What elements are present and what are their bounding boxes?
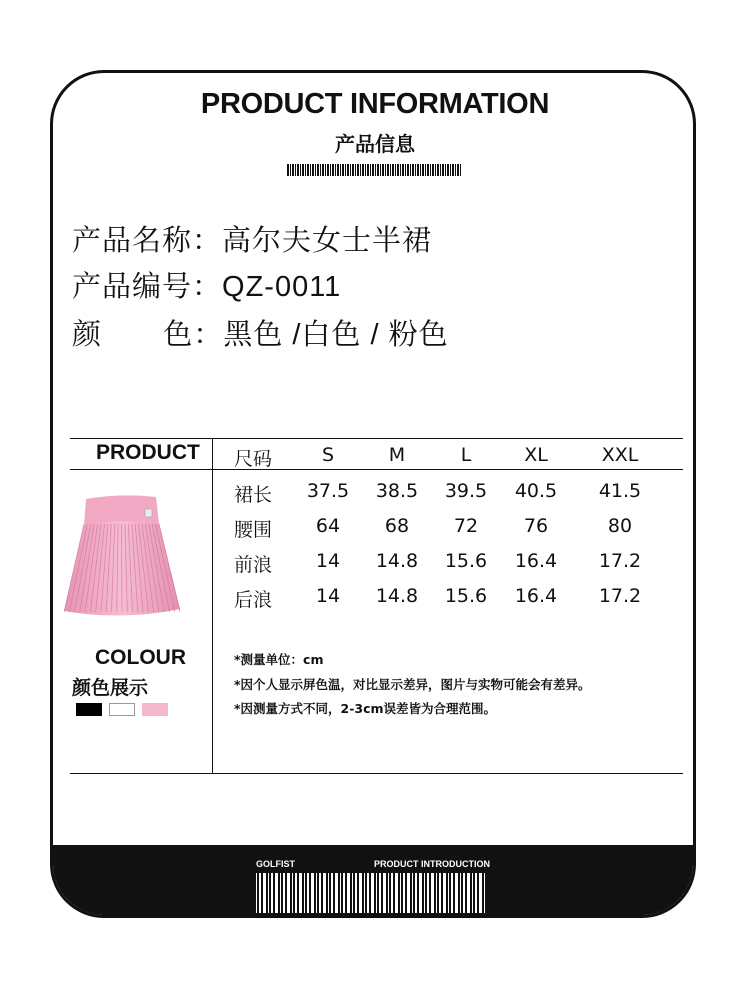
- barcode-bar: [419, 873, 422, 913]
- barcode-bar: [407, 873, 410, 913]
- colour-heading: COLOUR: [95, 646, 186, 669]
- table-cell: 16.4: [514, 550, 558, 572]
- table-bottom-rule: [70, 773, 683, 774]
- barcode-bar: [312, 164, 314, 176]
- barcode-bar: [299, 873, 302, 913]
- footer-brand: GOLFIST: [256, 859, 295, 869]
- barcode-bar: [387, 164, 389, 176]
- barcode-bar: [410, 164, 411, 176]
- table-top-rule: [70, 438, 683, 439]
- barcode-bar: [450, 164, 451, 176]
- row-label: 裙长: [234, 484, 273, 506]
- barcode-bar: [430, 164, 431, 176]
- barcode-bar: [392, 164, 394, 176]
- barcode-bar: [395, 164, 396, 176]
- size-header-cell: L: [460, 444, 472, 466]
- table-cell: 14: [315, 585, 341, 607]
- table-cell: 17.2: [598, 585, 642, 607]
- barcode-bar: [442, 164, 444, 176]
- product-color-label: 颜 色：: [72, 317, 224, 351]
- barcode-bar: [330, 164, 331, 176]
- barcode-bar: [320, 164, 321, 176]
- barcode-bar: [355, 164, 356, 176]
- note-display: *因个人显示屏色温，对比显示差异，图片与实物可能会有差异。: [234, 677, 591, 692]
- barcode-bar: [263, 873, 266, 913]
- barcode-bar: [371, 873, 374, 913]
- note-tolerance: *因测量方式不同，2-3cm误差皆为合理范围。: [234, 701, 497, 716]
- row-label: 后浪: [234, 589, 273, 611]
- footer-barcode: [256, 873, 501, 913]
- barcode-bar: [345, 164, 346, 176]
- barcode-bar: [323, 873, 326, 913]
- barcode-bar: [360, 164, 361, 176]
- barcode-bar: [355, 873, 357, 913]
- barcode-bar: [431, 873, 434, 913]
- barcode-bar: [440, 164, 441, 176]
- barcode-bar: [347, 873, 350, 913]
- barcode-bar: [380, 164, 381, 176]
- barcode-bar: [451, 873, 453, 913]
- product-code-value: QZ-0011: [222, 271, 342, 303]
- barcode-bar: [340, 873, 341, 913]
- product-code-line: [72, 264, 341, 305]
- barcode-bar: [295, 164, 296, 176]
- barcode-bar: [472, 873, 473, 913]
- barcode-bar: [283, 873, 285, 913]
- barcode-bar: [377, 164, 379, 176]
- product-color-line: [72, 312, 449, 353]
- barcode-bar: [395, 873, 398, 913]
- size-corner-label: 尺码: [234, 448, 273, 470]
- size-header-cell: XL: [524, 444, 548, 466]
- barcode-bar: [445, 164, 446, 176]
- barcode-bar: [325, 164, 326, 176]
- barcode-bar: [415, 873, 417, 913]
- barcode-bar: [342, 164, 344, 176]
- barcode-bar: [417, 164, 419, 176]
- barcode-bar: [305, 164, 306, 176]
- barcode-bar: [327, 164, 329, 176]
- barcode-bar: [357, 164, 359, 176]
- barcode-bar: [443, 873, 446, 913]
- barcode-bar: [385, 164, 386, 176]
- barcode-bar: [331, 873, 333, 913]
- barcode-bar: [275, 873, 278, 913]
- barcode-bar: [367, 164, 369, 176]
- barcode-bar: [365, 164, 366, 176]
- barcode-bar: [397, 164, 399, 176]
- barcode-bar: [402, 164, 404, 176]
- table-cell: 14.8: [375, 585, 419, 607]
- barcode-bar: [322, 164, 324, 176]
- table-cell: 64: [315, 515, 341, 537]
- skirt-product-image: [64, 493, 180, 621]
- size-header-cell: M: [388, 444, 406, 466]
- barcode-bar: [420, 164, 421, 176]
- barcode-bar: [332, 164, 334, 176]
- barcode-bar: [382, 164, 384, 176]
- barcode-bar: [292, 164, 294, 176]
- barcode-bar: [259, 873, 261, 913]
- table-cell: 72: [453, 515, 479, 537]
- table-cell: 41.5: [598, 480, 642, 502]
- barcode-bar: [335, 873, 338, 913]
- barcode-bar: [328, 873, 329, 913]
- pleat-line: [122, 524, 123, 612]
- barcode-bar: [435, 164, 436, 176]
- barcode-bar: [475, 873, 477, 913]
- table-cell: 40.5: [514, 480, 558, 502]
- barcode-bar: [379, 873, 381, 913]
- table-cell: 14: [315, 550, 341, 572]
- row-label: 前浪: [234, 554, 273, 576]
- barcode-bar: [447, 164, 449, 176]
- barcode-bar: [457, 164, 459, 176]
- barcode-bar: [407, 164, 409, 176]
- table-header-rule: [70, 469, 683, 470]
- product-name-line: [72, 218, 432, 259]
- barcode-bar: [460, 873, 461, 913]
- footer-label: PRODUCT INTRODUCTION: [374, 859, 490, 869]
- barcode-bar: [352, 873, 353, 913]
- barcode-bar: [335, 164, 336, 176]
- size-header-cell: XXL: [601, 444, 639, 466]
- row-label: 腰围: [234, 519, 273, 541]
- barcode-bar: [302, 164, 304, 176]
- barcode-bar: [383, 873, 386, 913]
- barcode-bar: [388, 873, 389, 913]
- product-color-value: 黑色 /白色 / 粉色: [223, 319, 449, 351]
- barcode-bar: [300, 164, 301, 176]
- barcode-bar: [352, 164, 354, 176]
- barcode-bar: [311, 873, 314, 913]
- table-cell: 15.6: [444, 585, 488, 607]
- table-cell: 76: [523, 515, 549, 537]
- header-barcode: [287, 164, 463, 176]
- barcode-bar: [412, 873, 413, 913]
- barcode-bar: [292, 873, 293, 913]
- table-cell: 38.5: [375, 480, 419, 502]
- product-code-label: 产品编号：: [72, 269, 223, 303]
- barcode-bar: [317, 164, 319, 176]
- barcode-bar: [343, 873, 345, 913]
- barcode-bar: [287, 873, 290, 913]
- barcode-bar: [256, 873, 257, 913]
- page-subtitle: 产品信息: [335, 132, 415, 156]
- barcode-bar: [424, 873, 425, 913]
- barcode-bar: [347, 164, 349, 176]
- table-cell: 80: [607, 515, 633, 537]
- swatch-white: [109, 703, 135, 716]
- barcode-bar: [337, 164, 339, 176]
- size-header-cell: S: [321, 444, 335, 466]
- barcode-bar: [295, 873, 297, 913]
- barcode-bar: [362, 164, 364, 176]
- barcode-bar: [310, 164, 311, 176]
- barcode-bar: [427, 164, 429, 176]
- table-cell: 39.5: [444, 480, 488, 502]
- barcode-bar: [484, 873, 485, 913]
- barcode-bar: [268, 873, 269, 913]
- barcode-bar: [479, 873, 482, 913]
- barcode-bar: [271, 873, 273, 913]
- barcode-bar: [319, 873, 321, 913]
- barcode-bar: [400, 873, 401, 913]
- barcode-bar: [425, 164, 426, 176]
- table-cell: 17.2: [598, 550, 642, 572]
- barcode-bar: [422, 164, 424, 176]
- barcode-bar: [375, 164, 376, 176]
- barcode-bar: [415, 164, 416, 176]
- table-cell: 68: [384, 515, 410, 537]
- barcode-bar: [370, 164, 371, 176]
- barcode-bar: [297, 164, 299, 176]
- barcode-bar: [432, 164, 434, 176]
- barcode-bar: [436, 873, 437, 913]
- barcode-bar: [304, 873, 305, 913]
- barcode-bar: [412, 164, 414, 176]
- table-cell: 14.8: [375, 550, 419, 572]
- swatch-pink: [142, 703, 168, 716]
- table-cell: 16.4: [514, 585, 558, 607]
- product-name-label: 产品名称：: [72, 223, 223, 257]
- barcode-bar: [372, 164, 374, 176]
- barcode-bar: [359, 873, 362, 913]
- barcode-bar: [452, 164, 454, 176]
- colour-subheading: 颜色展示: [72, 677, 149, 699]
- note-unit: *测量单位：cm: [234, 652, 324, 667]
- barcode-bar: [448, 873, 449, 913]
- table-cell: 37.5: [306, 480, 350, 502]
- barcode-bar: [405, 164, 406, 176]
- product-heading: PRODUCT: [96, 441, 200, 464]
- barcode-bar: [367, 873, 369, 913]
- barcode-bar: [439, 873, 441, 913]
- product-name-value: 高尔夫女士半裙: [222, 225, 433, 257]
- barcode-bar: [280, 873, 281, 913]
- barcode-bar: [437, 164, 439, 176]
- barcode-bar: [403, 873, 405, 913]
- barcode-bar: [307, 873, 309, 913]
- barcode-bar: [340, 164, 341, 176]
- barcode-bar: [287, 164, 289, 176]
- barcode-bar: [316, 873, 317, 913]
- table-divider: [212, 438, 213, 774]
- barcode-bar: [290, 164, 291, 176]
- barcode-bar: [463, 873, 465, 913]
- barcode-bar: [364, 873, 365, 913]
- barcode-bar: [376, 873, 377, 913]
- barcode-bar: [307, 164, 309, 176]
- barcode-bar: [467, 873, 470, 913]
- barcode-bar: [427, 873, 429, 913]
- barcode-bar: [391, 873, 393, 913]
- barcode-bar: [455, 164, 456, 176]
- table-cell: 15.6: [444, 550, 488, 572]
- barcode-bar: [455, 873, 458, 913]
- barcode-bar: [315, 164, 316, 176]
- barcode-bar: [400, 164, 401, 176]
- barcode-bar: [390, 164, 391, 176]
- barcode-bar: [350, 164, 351, 176]
- barcode-bar: [460, 164, 461, 176]
- page-title: PRODUCT INFORMATION: [200, 88, 550, 120]
- swatch-black: [76, 703, 102, 716]
